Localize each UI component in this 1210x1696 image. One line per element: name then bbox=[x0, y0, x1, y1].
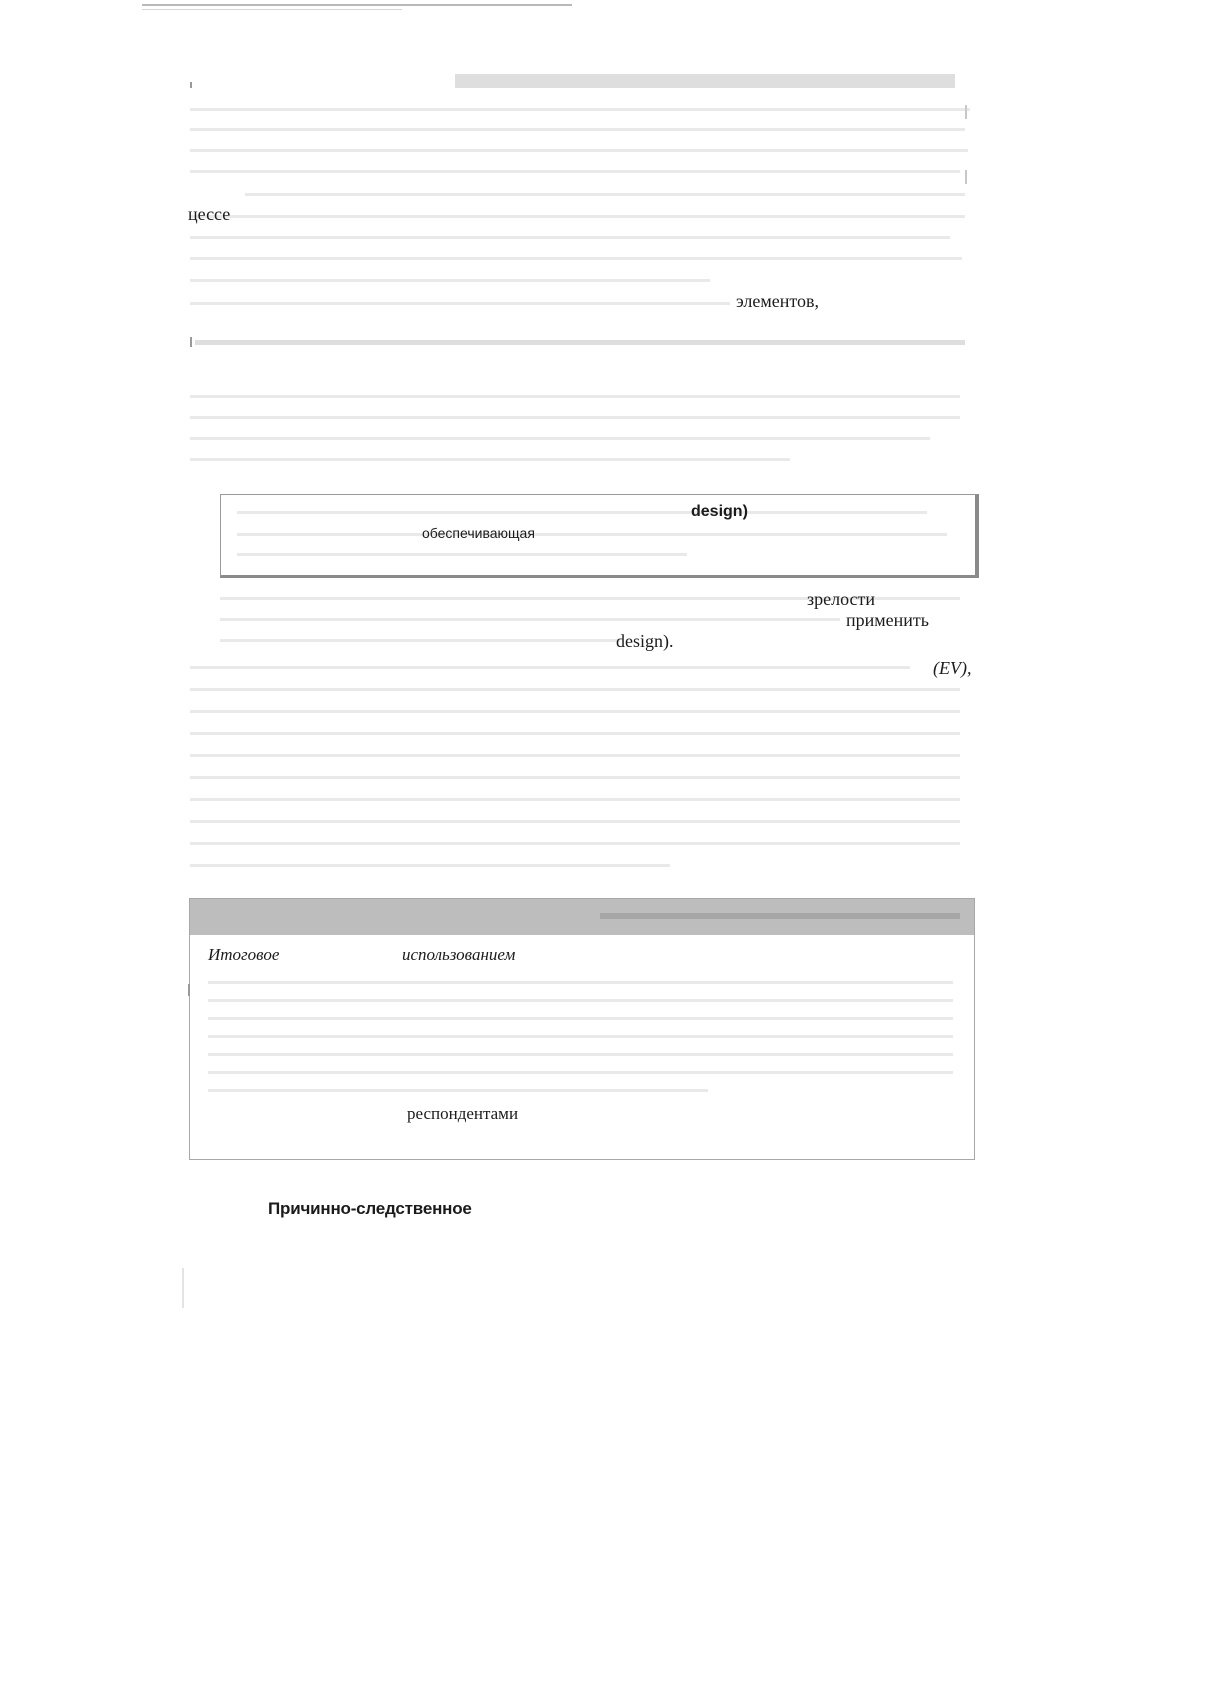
section-heading: Причинно-следственное bbox=[268, 1199, 472, 1218]
definition-callout bbox=[220, 494, 979, 578]
callout-term: design) bbox=[691, 503, 748, 520]
example-box-header bbox=[190, 899, 974, 935]
example-first-word: Итоговое bbox=[208, 945, 280, 964]
scan-edge-shadow bbox=[142, 4, 572, 6]
paragraph-word: design). bbox=[616, 631, 674, 651]
scan-speck bbox=[965, 170, 967, 184]
paragraph-word: зрелости bbox=[807, 589, 876, 609]
margin-word: цессе bbox=[188, 204, 231, 224]
paragraph-word: применить bbox=[846, 610, 929, 630]
scan-edge-shadow bbox=[142, 9, 402, 10]
example-box bbox=[189, 898, 975, 1160]
faded-running-header bbox=[455, 74, 955, 88]
scan-speck bbox=[965, 105, 967, 119]
scan-speck bbox=[182, 1268, 184, 1308]
example-last-word: респондентами bbox=[407, 1104, 519, 1123]
scan-speck bbox=[190, 337, 192, 347]
faded-rule bbox=[195, 340, 965, 345]
scan-speck bbox=[190, 82, 192, 88]
paragraph-word: элементов, bbox=[736, 291, 820, 311]
example-emphasis-word: использованием bbox=[402, 945, 516, 964]
paragraph-word: (EV), bbox=[933, 658, 972, 678]
scan-speck bbox=[188, 984, 190, 996]
callout-text: обеспечивающая bbox=[422, 525, 535, 541]
